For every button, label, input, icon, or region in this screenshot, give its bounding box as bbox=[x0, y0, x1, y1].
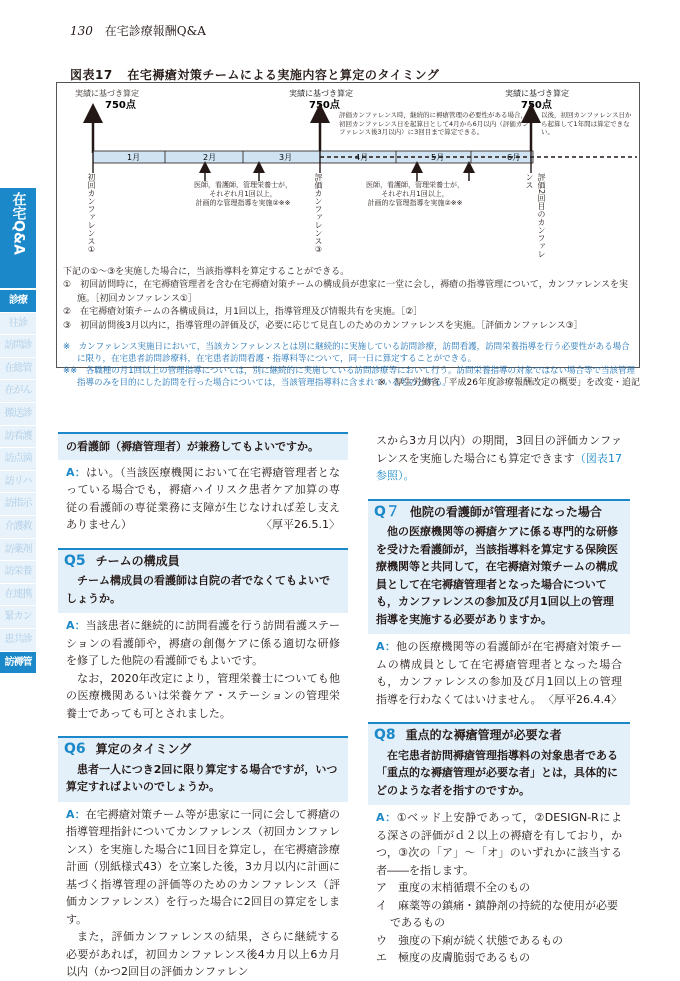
conf2-label: 評価2回目のカンファレンス bbox=[525, 173, 546, 259]
page-number: 130 bbox=[70, 24, 93, 38]
figure-title bbox=[70, 66, 439, 83]
side-index-item: 訪問診 bbox=[0, 335, 36, 358]
conf3-label: 評価カンファレンス③ bbox=[314, 173, 323, 254]
month-label: 2月 bbox=[203, 153, 217, 162]
monthly-note-2: 医師，看護師，管理栄養士が， それぞれ月1回以上， 計画的な管理指導を実施②※※ bbox=[366, 181, 464, 207]
list-item: ウ 強度の下痢が続く状態であるもの bbox=[376, 933, 563, 947]
points-3: 750点 bbox=[521, 100, 552, 111]
side-index-item: 訪指示 bbox=[0, 493, 36, 516]
figure-number: 図表17 bbox=[70, 68, 113, 82]
continued-question: の看護師（褥瘡管理者）が兼務してもよいですか。 bbox=[58, 432, 348, 460]
note-3: ③ 初回訪問後3月以内に，指導管理の評価及び，必要に応じて見直しのためのカンファレンスを実施。［評価カンファレンス③］ bbox=[63, 320, 583, 331]
q6-continued: スから3カ月以内）の期間，3回目の評価カンファレンスを実施した場合にも算定できます（図表17参照）。 bbox=[376, 434, 622, 482]
left-column bbox=[58, 432, 348, 981]
list-item: エ 極度の皮膚脆弱であるもの bbox=[376, 951, 530, 964]
side-index-item: 介護救 bbox=[0, 516, 36, 539]
calc-label-3: 実績に基づき算定 bbox=[505, 89, 569, 98]
later-note: 以後，初回カンファレンス日から起算して1年間は算定できない。 bbox=[541, 111, 632, 136]
q8-question: 在宅患者訪問褥瘡管理指導料の対象患者である「重点的な褥瘡管理が必要な者」とは，具体的にどのような者を指すのですか。 bbox=[368, 745, 630, 806]
q6-answer-cont: また，評価カンファレンスの結果，さらに継続する必要があれば，初回カンファレンス後4カ月以上6カ月以内（かつ2回目の評価カンファレン bbox=[66, 930, 340, 978]
side-index-item: 訪薬剤 bbox=[0, 539, 36, 562]
side-index-item: 訪点滴 bbox=[0, 448, 36, 471]
right-column bbox=[368, 432, 630, 967]
list-item: ア 重度の末梢循環不全のもの bbox=[376, 881, 530, 894]
q8-answer: A：①ベッド上安静であって，②DESIGN-Rによる深さの評価がｄ２以上の褥瘡を有しており，かつ，③次の「ア」～「オ」のいずれかに該当する者――を指します。 bbox=[376, 811, 622, 877]
q8-heading: Q8 重点的な褥瘡管理が必要な者 bbox=[368, 722, 630, 745]
side-index-item: 在総管 bbox=[0, 358, 36, 381]
figure-source: ※ 厚生労働省「平成26年度診療報酬改定の概要」を改変・追記 bbox=[378, 378, 640, 388]
q7-heading: Q７ 他院の看護師が管理者になった場合 bbox=[368, 499, 630, 522]
month-label: 5月 bbox=[431, 153, 445, 162]
points-2: 750点 bbox=[309, 100, 340, 111]
figure-caption: 在宅褥瘡対策チームによる実施内容と算定のタイミング bbox=[127, 68, 440, 82]
side-index-item: 在連携 bbox=[0, 584, 36, 607]
q5-answer: A：当該患者に継続的に訪問看護を行う訪問看護ステーションの看護師や，褥瘡の創傷ケアに係る適切な研修を修了した他院の看護師でもよいです。 bbox=[66, 619, 340, 667]
q5-answer-cont: なお，2020年改定により，管理栄養士についても他の医療機関あるいは栄養ケア・ステーションの管理栄養士であっても可とされました。 bbox=[66, 671, 340, 720]
q5-question: チーム構成員の看護師は自院の者でなくてもよいでしょうか。 bbox=[58, 570, 348, 613]
q5-heading: Q5 チームの構成員 bbox=[58, 548, 348, 571]
timeline-diagram bbox=[57, 83, 641, 263]
running-header bbox=[70, 22, 206, 39]
q7-ref: 〈厚平26.4.4〉 bbox=[543, 692, 622, 706]
footnote-2: ※※ 各職種の月1回以上の管理指導については，別に継続的に実施している訪問診療等において行う。訪問栄養指導の対象ではない場合等で当該管理指導のみを目的にした訪問を行った場合については，当該管理指導料に含まれているものとする。 bbox=[63, 366, 635, 389]
side-index-item: 訪褥管 bbox=[0, 652, 36, 675]
monthly-note-1: 医師，看護師，管理栄養士が， それぞれ月1回以上， 計画的な管理指導を実施②※※ bbox=[194, 181, 292, 207]
side-index-item: 訪リハ bbox=[0, 471, 36, 494]
side-index-item: 搬送診 bbox=[0, 403, 36, 426]
calc-label-1: 実績に基づき算定 bbox=[75, 89, 139, 98]
month-label: 1月 bbox=[127, 153, 141, 162]
month-label: 4月 bbox=[355, 153, 369, 162]
figure-notes bbox=[63, 266, 635, 389]
side-index-item: 往診 bbox=[0, 313, 36, 336]
side-index-item: 在がん bbox=[0, 380, 36, 403]
q6-heading: Q6 算定のタイミング bbox=[58, 736, 348, 759]
eval-note: 評価カンファレンス時，継続的に褥瘡管理の必要性がある場合，初回カンファレンス日を起算日として4月から6月以内（評価カンファレンス後3月以内）に3回目まで算定できる。 bbox=[339, 111, 529, 136]
points-1: 750点 bbox=[105, 100, 136, 111]
side-index bbox=[0, 290, 36, 674]
footnote-1: ※ カンファレンス実施日において，当該カンファレンスとは別に継続的に実施している訪問診療，訪問看護，訪問栄養指導を行う必要性がある場合に限り，在宅患者訪問診療料，在宅患者訪問看護・指導料等について，同一日に算定することができる。 bbox=[63, 342, 630, 365]
side-index-item: 患共診 bbox=[0, 629, 36, 652]
q6-answer: A：在宅褥瘡対策チーム等が患家に一同に会して褥瘡の指導管理指針についてカンファレンス（初回カンファレンス）を実施した場合に1回目を算定し，在宅褥瘡診療計画（別紙様式43）を立案した後，3カ月以内に計画に基づく指導管理の評価等のためのカンファレンス（評価カンファレンス）を行った場合に2回目の算定をします。 bbox=[66, 807, 340, 926]
month-label: 6月 bbox=[507, 153, 521, 162]
month-label: 3月 bbox=[279, 153, 293, 162]
chapter-tab: 在宅Q&A bbox=[0, 188, 36, 288]
side-index-item: 訪栄養 bbox=[0, 561, 36, 584]
q6-question: 患者一人につき2回に限り算定する場合ですが，いつ算定すればよいのでしょうか。 bbox=[58, 759, 348, 802]
continued-answer: A：はい。（当該医療機関において在宅褥瘡管理者となっている場合でも，褥瘡ハイリスク患者ケア加算の専従の看護師の専従業務に支障が生じなければ差し支えありません） 〈厚平26.5.1〉 bbox=[58, 460, 348, 534]
side-index-item: 緊カン bbox=[0, 606, 36, 629]
running-title: 在宅診療報酬Q&A bbox=[104, 24, 206, 38]
note-1: ① 初回訪問時に，在宅褥瘡管理者を含む在宅褥瘡対策チームの構成員が患家に一堂に会し，褥瘡の指導管理について，カンファレンスを実施。［初回カンファレンス①］ bbox=[63, 280, 629, 304]
side-index-item: 診療 bbox=[0, 290, 36, 313]
list-item: イ 麻薬等の鎮痛・鎮静剤の持続的な使用が必要であるもの bbox=[376, 898, 618, 929]
note-2: ② 在宅褥瘡対策チームの各構成員は，月1回以上，指導管理及び情報共有を実施。［②］ bbox=[63, 307, 423, 318]
answer-ref: 〈厚平26.5.1〉 bbox=[261, 518, 340, 531]
q7-answer: A：他の医療機関等の看護師が在宅褥瘡対策チームの構成員として在宅褥瘡管理者となった場合も，カンファレンスの参加及び月1回以上の管理指導を行わなくてはいけません。 〈厚平26.4.4〉 bbox=[368, 634, 630, 708]
note-intro: 下記の①～③を実施した場合に，当該指導料を算定することができる。 bbox=[63, 267, 350, 277]
q7-question: 他の医療機関等の褥瘡ケアに係る専門的な研修を受けた看護師が，当該指導料を算定する保険医療機関等と共同して，在宅褥瘡対策チームの構成員として在宅褥瘡管理者となった場合についても，カンファレンスの参加及び月1回以上の管理指導を実施する必要がありますか。 bbox=[368, 521, 630, 634]
q8-list bbox=[368, 879, 630, 967]
conf1-label: 初回カンファレンス① bbox=[87, 173, 96, 254]
calc-label-2: 実績に基づき算定 bbox=[289, 89, 353, 98]
side-index-item: 訪看護 bbox=[0, 426, 36, 449]
